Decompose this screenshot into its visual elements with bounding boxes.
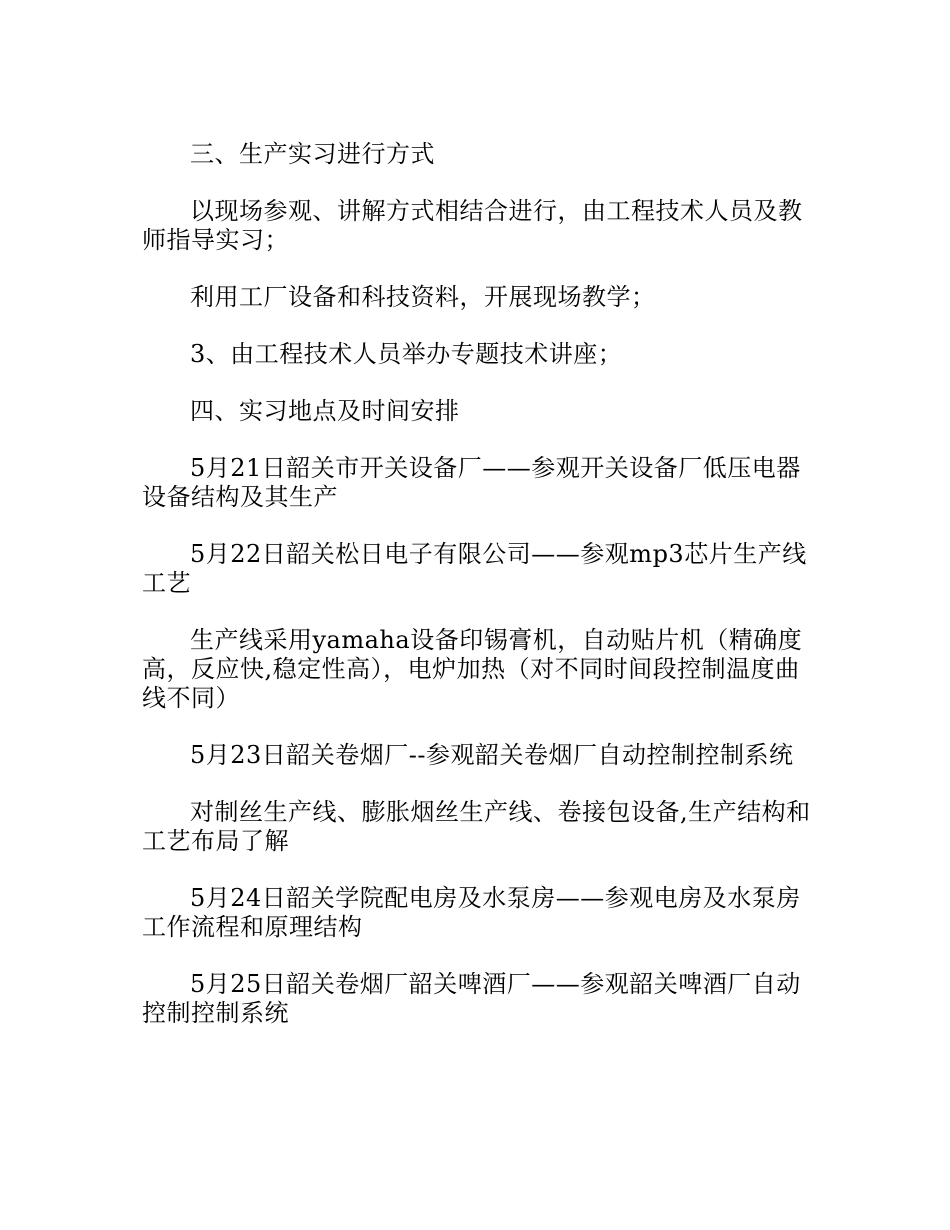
method-paragraph-3: 3、由工程技术人员举办专题技术讲座； <box>190 340 623 368</box>
schedule-item-may-22: 5月22日韶关松日电子有限公司——参观mp3芯片生产线工艺 <box>142 540 807 597</box>
document-body <box>142 140 812 1056</box>
schedule-item-may-24: 5月24日韶关学院配电房及水泵房——参观电房及水泵房工作流程和原理结构 <box>142 884 801 941</box>
method-paragraph-2: 利用工厂设备和科技资料，开展现场教学； <box>190 283 656 311</box>
schedule-detail-may-23: 对制丝生产线、膨胀烟丝生产线、卷接包设备,生产结构和工艺布局了解 <box>142 798 811 855</box>
schedule-item-may-23: 5月23日韶关卷烟厂--参观韶关卷烟厂自动控制控制系统 <box>190 741 794 769</box>
schedule-item-may-21: 5月21日韶关市开关设备厂——参观开关设备厂低压电器设备结构及其生产 <box>142 454 801 511</box>
method-paragraph-1: 以现场参观、讲解方式相结合进行，由工程技术人员及教师指导实习； <box>142 197 803 254</box>
schedule-item-may-25: 5月25日韶关卷烟厂韶关啤酒厂——参观韶关啤酒厂自动控制控制系统 <box>142 970 801 1027</box>
schedule-detail-may-22: 生产线采用yamaha设备印锡膏机，自动贴片机（精确度高，反应快,稳定性高），电炉加热（对不同时间段控制温度曲线不同） <box>142 626 803 712</box>
section-heading-3: 三、生产实习进行方式 <box>190 140 435 168</box>
section-heading-4: 四、实习地点及时间安排 <box>190 397 460 425</box>
